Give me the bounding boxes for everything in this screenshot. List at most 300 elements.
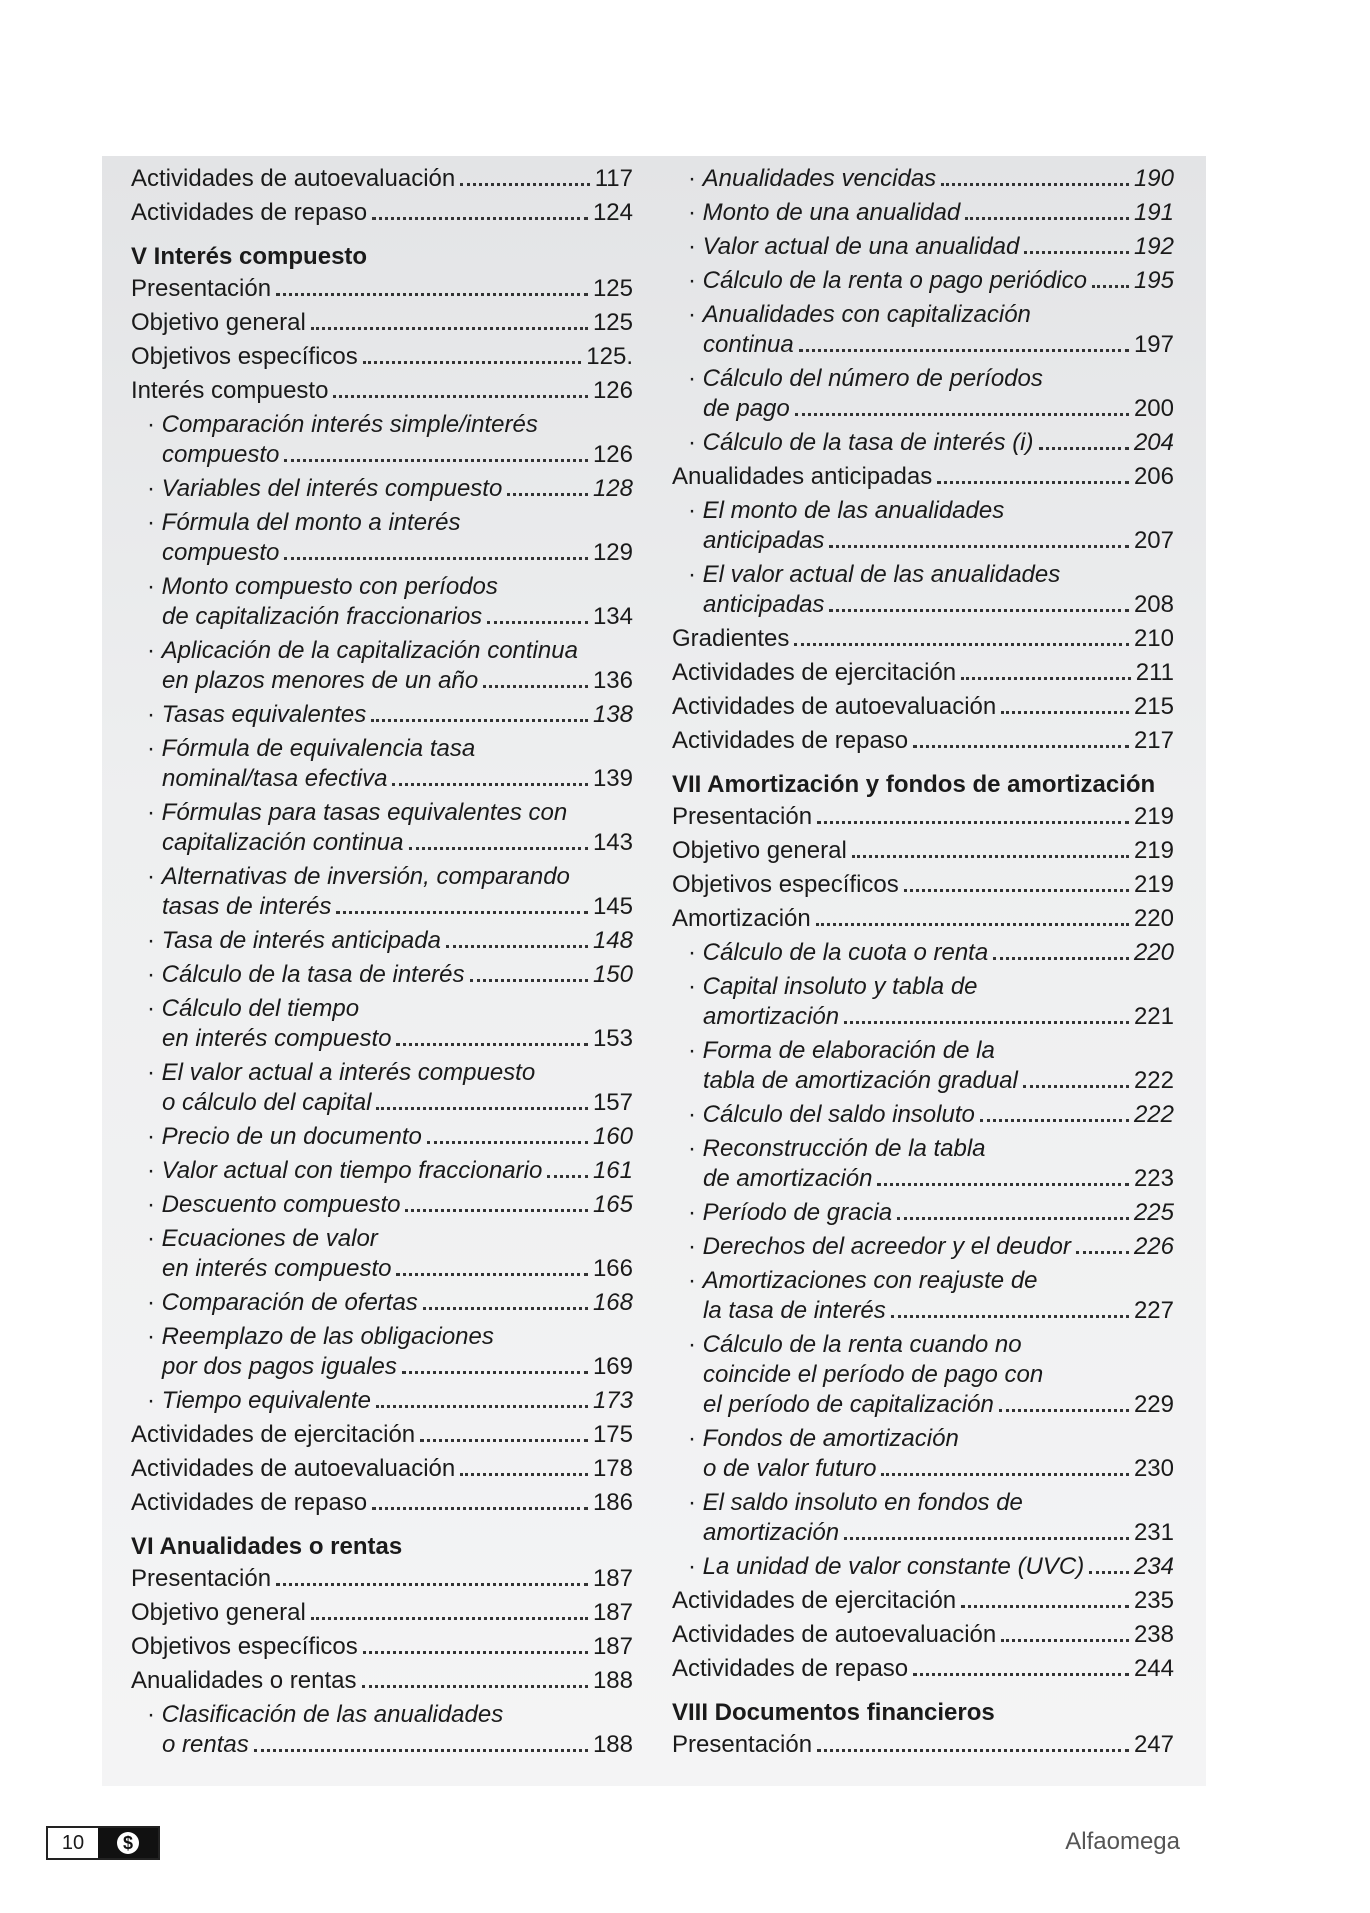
toc-entry-last-line [131, 764, 633, 794]
toc-entry-title-line1: · Cálculo del tiempo [131, 994, 633, 1024]
toc-entry-title-line1: · Anualidades con capitalización [672, 300, 1174, 330]
toc-entry-last-line [131, 1088, 633, 1118]
toc-entry-title-line2: continua [703, 331, 794, 358]
toc-page-number: 197 [1133, 331, 1174, 358]
toc-entry-title: · Variables del interés compuesto [147, 474, 502, 504]
section-title: VII Amortización y fondos de amortización [672, 771, 1156, 798]
toc-entry [672, 904, 1174, 934]
toc-entry [672, 1586, 1174, 1616]
toc-entry-last-line [672, 1164, 1174, 1194]
toc-page-number: 139 [592, 765, 633, 792]
toc-entry [672, 1730, 1174, 1760]
dot-leader [999, 1409, 1129, 1412]
dot-leader [816, 923, 1129, 926]
toc-entry-title: Interés compuesto [131, 377, 329, 404]
toc-entry-title-line1: · Capital insoluto y tabla de [672, 972, 1174, 1002]
toc-entry-last-line [131, 602, 633, 632]
toc-page-number: 190 [1133, 165, 1174, 192]
dot-leader [913, 745, 1129, 748]
toc-entry-title: · Cálculo de la renta o pago periódico [688, 266, 1087, 296]
toc-subentry [131, 1156, 633, 1186]
toc-entry-title-line1: · Clasificación de las anualidades [131, 1700, 633, 1730]
toc-entry-title-line2: tasas de interés [162, 893, 332, 920]
toc-entry-title: · Tiempo equivalente [147, 1386, 371, 1416]
dot-leader [276, 293, 588, 296]
toc-entry-title: Anualidades o rentas [131, 1667, 357, 1694]
toc-page-number: 188 [592, 1731, 633, 1758]
toc-page-number: 227 [1133, 1297, 1174, 1324]
dot-leader [881, 1473, 1129, 1476]
toc-page-number: 136 [592, 667, 633, 694]
toc-entry-title-line2: o de valor futuro [703, 1455, 877, 1482]
toc-subentry [131, 636, 633, 696]
toc-subentry [672, 1198, 1174, 1228]
toc-page-number: 200 [1133, 395, 1174, 422]
dot-leader [460, 1473, 588, 1476]
toc-page-number: 125. [586, 343, 633, 370]
dot-leader [311, 327, 588, 330]
toc-subentry [672, 198, 1174, 228]
section-title: V Interés compuesto [131, 243, 368, 270]
toc-page-number: 125 [592, 275, 633, 302]
dot-leader [254, 1749, 588, 1752]
toc-entry-title-line2: amortización [703, 1003, 840, 1030]
toc-entry-last-line [672, 1454, 1174, 1484]
toc-subentry [131, 1288, 633, 1318]
dot-leader [423, 1307, 588, 1310]
toc-entry-title-line2: amortización [703, 1519, 840, 1546]
toc-entry-title: Objetivo general [672, 837, 847, 864]
dot-leader [844, 1537, 1129, 1540]
toc-entry-title-line1: · Fórmula de equivalencia tasa [131, 734, 633, 764]
toc-page-number: 223 [1133, 1165, 1174, 1192]
dot-leader [402, 1371, 588, 1374]
toc-page-number: 238 [1133, 1621, 1174, 1648]
toc-page-number: 231 [1133, 1519, 1174, 1546]
toc-subentry [131, 1322, 633, 1382]
toc-page-number: 126 [592, 377, 633, 404]
toc-entry [131, 1454, 633, 1484]
toc-entry-title: Actividades de repaso [672, 1655, 909, 1682]
toc-entry [672, 802, 1174, 832]
dot-leader [333, 395, 588, 398]
toc-subentry [672, 428, 1174, 458]
toc-entry-title-line1: · Reemplazo de las obligaciones [131, 1322, 633, 1352]
dot-leader [362, 1685, 588, 1688]
toc-subentry [131, 926, 633, 956]
toc-page-number: 219 [1133, 871, 1174, 898]
toc-entry [131, 164, 633, 194]
dot-leader [376, 1405, 588, 1408]
toc-entry-last-line [672, 1296, 1174, 1326]
toc-page-number: 157 [592, 1089, 633, 1116]
toc-entry [672, 836, 1174, 866]
toc-entry-title: Presentación [672, 803, 813, 830]
dot-leader [284, 557, 588, 560]
toc-entry [131, 376, 633, 406]
toc-entry-title: Actividades de autoevaluación [672, 693, 997, 720]
toc-page-number: 187 [592, 1565, 633, 1592]
toc-entry-last-line [672, 526, 1174, 556]
toc-entry-title-line1: · Fórmulas para tasas equivalentes con [131, 798, 633, 828]
toc-page-number: 207 [1133, 527, 1174, 554]
dot-leader [483, 685, 588, 688]
toc-subentry [131, 508, 633, 568]
toc-entry-title-line1: · Cálculo de la renta cuando no [672, 1330, 1174, 1360]
toc-subentry [131, 862, 633, 922]
toc-entry-title-line1: · Fondos de amortización [672, 1424, 1174, 1454]
toc-entry-title: · Anualidades vencidas [688, 164, 936, 194]
dot-leader [877, 1183, 1129, 1186]
dot-leader [961, 677, 1131, 680]
dot-leader [799, 349, 1129, 352]
toc-entry-title-line2: compuesto [162, 441, 280, 468]
toc-entry-title-line2: por dos pagos iguales [162, 1353, 397, 1380]
dot-leader [470, 979, 588, 982]
toc-subentry [672, 1424, 1174, 1484]
toc-left-column [131, 164, 633, 1764]
toc-entry-title: · Descuento compuesto [147, 1190, 400, 1220]
toc-subentry [131, 474, 633, 504]
toc-subentry [672, 1330, 1174, 1420]
dot-leader [507, 493, 588, 496]
toc-entry [672, 692, 1174, 722]
dollar-glyph: $ [117, 1832, 139, 1854]
toc-entry-last-line [131, 1730, 633, 1760]
toc-entry [672, 1620, 1174, 1650]
toc-page-number: 128 [592, 475, 633, 502]
toc-entry-title-line2: o rentas [162, 1731, 249, 1758]
toc-entry [672, 1654, 1174, 1684]
section-title: VIII Documentos financieros [672, 1699, 995, 1726]
toc-entry-title-line2: en interés compuesto [162, 1255, 392, 1282]
toc-page-number: 192 [1133, 233, 1174, 260]
toc-entry-title: Actividades de repaso [672, 727, 909, 754]
toc-entry [131, 274, 633, 304]
toc-entry [131, 1420, 633, 1450]
toc-entry-title-line1: · Cálculo del número de períodos [672, 364, 1174, 394]
toc-entry-title: Actividades de autoevaluación [131, 165, 456, 192]
toc-entry-title: Actividades de ejercitación [672, 1587, 957, 1614]
toc-entry-title-line2: el período de capitalización [703, 1391, 994, 1418]
toc-entry-title: Objetivo general [131, 309, 306, 336]
toc-page-number: 191 [1133, 199, 1174, 226]
toc-entry-title: Objetivos específicos [131, 343, 358, 370]
dot-leader [276, 1583, 588, 1586]
toc-entry-title: · La unidad de valor constante (UVC) [688, 1552, 1084, 1582]
toc-page-number: 210 [1133, 625, 1174, 652]
toc-entry [672, 870, 1174, 900]
toc-entry-last-line [672, 1518, 1174, 1548]
toc-entry-last-line [131, 440, 633, 470]
toc-page-number: 187 [592, 1599, 633, 1626]
toc-page-number: 161 [592, 1157, 633, 1184]
toc-page-number: 175 [592, 1421, 633, 1448]
toc-subentry [131, 700, 633, 730]
toc-subentry [672, 1036, 1174, 1096]
dot-leader [363, 361, 582, 364]
toc-entry-last-line [672, 1066, 1174, 1096]
dot-leader [817, 1749, 1129, 1752]
toc-entry-last-line [131, 666, 633, 696]
toc-entry-title-line1b: coincide el período de pago con [703, 1361, 1044, 1388]
dot-leader [844, 1021, 1129, 1024]
toc-page-number: 225 [1133, 1199, 1174, 1226]
toc-entry-title: · Valor actual de una anualidad [688, 232, 1019, 262]
toc-subentry [672, 1100, 1174, 1130]
toc-page-number: 153 [592, 1025, 633, 1052]
toc-page-number: 230 [1133, 1455, 1174, 1482]
toc-entry-last-line [131, 1352, 633, 1382]
toc-entry-title-line2: tabla de amortización gradual [703, 1067, 1018, 1094]
toc-page-number: 220 [1133, 905, 1174, 932]
toc-page-number: 148 [592, 927, 633, 954]
dot-leader [427, 1141, 588, 1144]
toc-entry-title: Objetivos específicos [131, 1633, 358, 1660]
dot-leader [852, 855, 1129, 858]
dot-leader [993, 957, 1129, 960]
toc-page-number: 129 [592, 539, 633, 566]
toc-entry-title-line1: · Comparación interés simple/interés [131, 410, 633, 440]
toc-page-number: 134 [592, 603, 633, 630]
toc-entry-title: Amortización [672, 905, 811, 932]
toc-page-number: 222 [1133, 1067, 1174, 1094]
toc-entry-title-line1: · El saldo insoluto en fondos de [672, 1488, 1174, 1518]
toc-entry-title-line2: capitalización continua [162, 829, 404, 856]
toc-entry [131, 308, 633, 338]
toc-entry-last-line [131, 1254, 633, 1284]
toc-entry-title: Objetivo general [131, 1599, 306, 1626]
toc-entry [672, 624, 1174, 654]
toc-subentry [672, 1232, 1174, 1262]
toc-page-number: 187 [592, 1633, 633, 1660]
toc-entry-title: Presentación [672, 1731, 813, 1758]
dot-leader [961, 1605, 1129, 1608]
toc-entry-title-line1: · Aplicación de la capitalización continua [131, 636, 633, 666]
toc-page-number: 215 [1133, 693, 1174, 720]
toc-subentry [672, 938, 1174, 968]
toc-entry-last-line [672, 394, 1174, 424]
toc-page-number: 221 [1133, 1003, 1174, 1030]
toc-subentry [672, 266, 1174, 296]
toc-page-number: 168 [592, 1289, 633, 1316]
toc-subentry [131, 960, 633, 990]
toc-entry-title-line1: · Ecuaciones de valor [131, 1224, 633, 1254]
toc-page-number: 169 [592, 1353, 633, 1380]
toc-entry-title-line2: la tasa de interés [703, 1297, 886, 1324]
dot-leader [547, 1175, 588, 1178]
toc-entry-last-line [672, 1390, 1174, 1420]
dot-leader [891, 1315, 1129, 1318]
toc-page-number: 220 [1133, 939, 1174, 966]
toc-entry-title-line2: en plazos menores de un año [162, 667, 479, 694]
toc-page-number: 126 [592, 441, 633, 468]
section-title: VI Anualidades o rentas [131, 1533, 403, 1560]
toc-page-number: 235 [1133, 1587, 1174, 1614]
toc-page-number: 124 [592, 199, 633, 226]
dot-leader [1089, 1571, 1129, 1574]
toc-entry-title-line1: · El monto de las anualidades [672, 496, 1174, 526]
dot-leader [371, 719, 588, 722]
toc-subentry [672, 232, 1174, 262]
toc-page-number: 173 [592, 1387, 633, 1414]
toc-entry-title: · Cálculo de la tasa de interés [147, 960, 465, 990]
toc-entry-title-line2: compuesto [162, 539, 280, 566]
dot-leader [965, 217, 1129, 220]
toc-page-number: 150 [592, 961, 633, 988]
dot-leader [405, 1209, 587, 1212]
toc-subentry [131, 994, 633, 1054]
dot-leader [1092, 285, 1129, 288]
dot-leader [363, 1651, 588, 1654]
toc-page-number: 217 [1133, 727, 1174, 754]
dot-leader [937, 481, 1129, 484]
dot-leader [396, 1273, 587, 1276]
toc-entry-title: · Derechos del acreedor y el deudor [688, 1232, 1071, 1262]
toc-subentry [672, 164, 1174, 194]
toc-subentry [131, 1058, 633, 1118]
toc-entry [131, 198, 633, 228]
dot-leader [913, 1673, 1129, 1676]
toc-entry-title-line1: · Reconstrucción de la tabla [672, 1134, 1174, 1164]
toc-entry-title: · Valor actual con tiempo fraccionario [147, 1156, 542, 1186]
dot-leader [376, 1107, 587, 1110]
toc-entry-title-line1: · Amortizaciones con reajuste de [672, 1266, 1174, 1296]
toc-page-number: 247 [1133, 1731, 1174, 1758]
toc-entry-title-line2: en interés compuesto [162, 1025, 392, 1052]
dot-leader [284, 459, 588, 462]
dot-leader [372, 1507, 588, 1510]
toc-entry-title: Actividades de repaso [131, 1489, 368, 1516]
toc-page-number: 178 [592, 1455, 633, 1482]
toc-subentry [672, 364, 1174, 424]
toc-entry-title: · Cálculo de la tasa de interés (i) [688, 428, 1034, 458]
toc-entry-last-line [672, 330, 1174, 360]
dot-leader [487, 621, 588, 624]
dot-leader [1039, 447, 1129, 450]
dot-leader [794, 643, 1129, 646]
toc-entry-title: Actividades de autoevaluación [672, 1621, 997, 1648]
toc-page-number: 211 [1135, 659, 1174, 686]
toc-entry [131, 1632, 633, 1662]
toc-entry-last-line [131, 892, 633, 922]
toc-entry-last-line [131, 538, 633, 568]
dot-leader [1001, 711, 1129, 714]
toc-subentry [672, 972, 1174, 1032]
toc-subentry [131, 572, 633, 632]
toc-subentry [672, 1552, 1174, 1582]
toc-page-number: 206 [1133, 463, 1174, 490]
toc-entry [131, 1598, 633, 1628]
toc-page-number: 195 [1133, 267, 1174, 294]
toc-entry-title-line2: nominal/tasa efectiva [162, 765, 388, 792]
page-number: 10 [61, 1831, 85, 1854]
toc-subentry [131, 410, 633, 470]
toc-page-number: 234 [1133, 1553, 1174, 1580]
toc-page-number: 226 [1133, 1233, 1174, 1260]
dot-leader [1076, 1251, 1129, 1254]
toc-entry-title: · Período de gracia [688, 1198, 892, 1228]
toc-page-number: 125 [592, 309, 633, 336]
toc-entry-title: Actividades de repaso [131, 199, 368, 226]
toc-entry-title: Gradientes [672, 625, 790, 652]
dot-leader [829, 609, 1129, 612]
dot-leader [817, 821, 1129, 824]
toc-page-number: 143 [592, 829, 633, 856]
toc-right-column [672, 164, 1174, 1764]
toc-entry-title: · Cálculo de la cuota o renta [688, 938, 988, 968]
toc-entry-title: Anualidades anticipadas [672, 463, 933, 490]
toc-entry [672, 658, 1174, 688]
toc-page-number: 165 [592, 1191, 633, 1218]
toc-entry-title: Actividades de ejercitación [672, 659, 957, 686]
dot-leader [1023, 1085, 1129, 1088]
toc-page-number: 208 [1133, 591, 1174, 618]
toc-page-number: 219 [1133, 837, 1174, 864]
toc-entry-title: · Cálculo del saldo insoluto [688, 1100, 975, 1130]
toc-entry-title: · Tasas equivalentes [147, 700, 366, 730]
toc-panel [102, 156, 1206, 1786]
dot-leader [904, 889, 1129, 892]
toc-page-number: 160 [592, 1123, 633, 1150]
toc-subentry [672, 300, 1174, 360]
toc-entry-title: Actividades de autoevaluación [131, 1455, 456, 1482]
toc-entry-last-line [131, 1024, 633, 1054]
toc-entry-last-line [131, 828, 633, 858]
dot-leader [1001, 1639, 1129, 1642]
toc-page-number: 166 [592, 1255, 633, 1282]
dot-leader [446, 945, 588, 948]
toc-entry-title: · Tasa de interés anticipada [147, 926, 441, 956]
toc-entry-title-line1: · Monto compuesto con períodos [131, 572, 633, 602]
toc-page-number: 219 [1133, 803, 1174, 830]
toc-subentry [131, 798, 633, 858]
toc-subentry [672, 496, 1174, 556]
page-number-box [46, 1826, 160, 1860]
dot-leader [795, 413, 1129, 416]
toc-entry [131, 1564, 633, 1594]
toc-subentry [672, 1488, 1174, 1548]
toc-entry-title-line2: de capitalización fraccionarios [162, 603, 483, 630]
toc-entry-title: Presentación [131, 275, 272, 302]
toc-entry-title-line2: de amortización [703, 1165, 873, 1192]
toc-page-number: 222 [1133, 1101, 1174, 1128]
toc-entry-title-line2: o cálculo del capital [162, 1089, 372, 1116]
toc-entry-title-line2: anticipadas [703, 527, 825, 554]
toc-entry [131, 1666, 633, 1696]
toc-entry-last-line [672, 590, 1174, 620]
toc-entry-last-line [672, 1002, 1174, 1032]
toc-page-number: 244 [1133, 1655, 1174, 1682]
dot-leader [460, 183, 590, 186]
toc-subentry [131, 1700, 633, 1760]
toc-subentry [131, 734, 633, 794]
dot-leader [396, 1043, 587, 1046]
dot-leader [336, 911, 588, 914]
dot-leader [829, 545, 1129, 548]
toc-entry-title: · Comparación de ofertas [147, 1288, 418, 1318]
toc-subentry [131, 1122, 633, 1152]
toc-page-number: 204 [1133, 429, 1174, 456]
toc-page-number: 188 [592, 1667, 633, 1694]
toc-entry-title: Presentación [131, 1565, 272, 1592]
toc-entry-title: Actividades de ejercitación [131, 1421, 416, 1448]
toc-entry [672, 726, 1174, 756]
toc-entry [131, 342, 633, 372]
dot-leader [372, 217, 588, 220]
toc-entry-title: Objetivos específicos [672, 871, 899, 898]
toc-page-number: 117 [594, 165, 633, 192]
